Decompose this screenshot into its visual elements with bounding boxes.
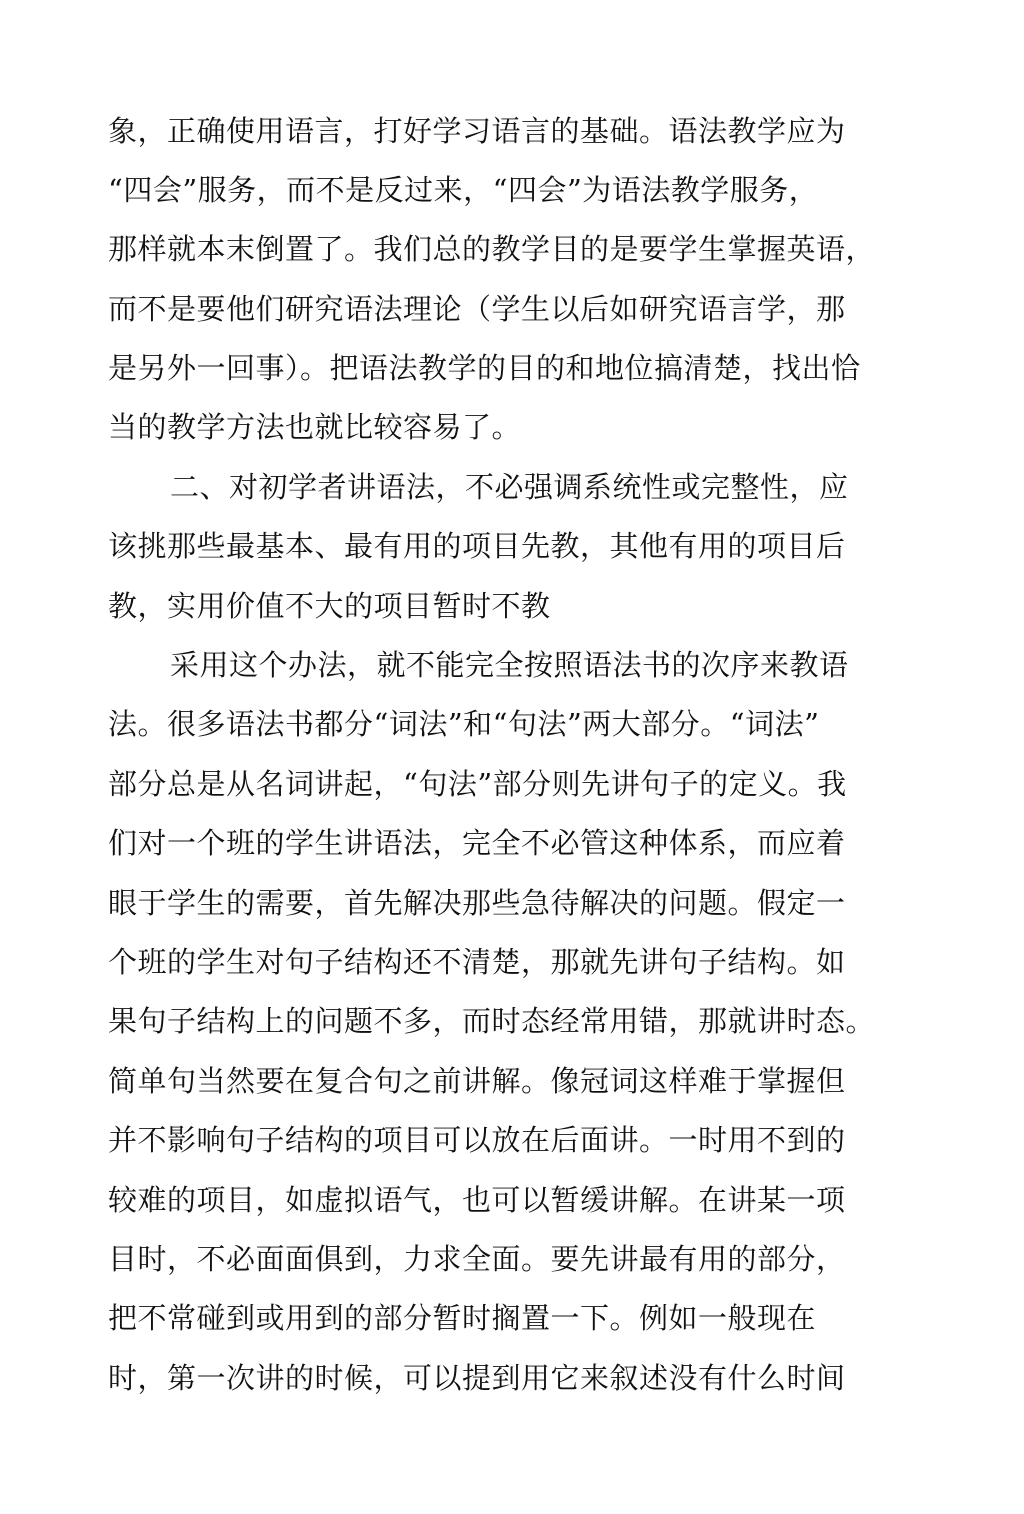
text-line: 并不影响句子结构的项目可以放在后面讲。一时用不到的 (108, 1123, 846, 1157)
text-line: 法。很多语法书都分“词法”和“句法”两大部分。“词法” (108, 707, 820, 741)
text-line: 把不常碰到或用到的部分暂时搁置一下。例如一般现在 (108, 1301, 817, 1335)
text-line: 眼于学生的需要，首先解决那些急待解决的问题。假定一 (108, 886, 846, 920)
text-line: 那样就本末倒置了。我们总的教学目的是要学生掌握英语， (108, 232, 876, 266)
text-line: “四会”服务，而不是反过来，“四会”为语法教学服务， (108, 173, 819, 207)
text-line: 部分总是从名词讲起，“句法”部分则先讲句子的定义。我 (108, 767, 847, 801)
section-heading-line: 二、对初学者讲语法，不必强调系统性或完整性，应 (170, 470, 849, 504)
text-line: 该挑那些最基本、最有用的项目先教，其他有用的项目后 (108, 529, 846, 563)
text-line: 象，正确使用语言，打好学习语言的基础。语法教学应为 (108, 114, 846, 148)
text-line: 目时，不必面面俱到，力求全面。要先讲最有用的部分， (108, 1242, 846, 1276)
text-line: 而不是要他们研究语法理论（学生以后如研究语言学，那 (108, 292, 846, 326)
paragraph-start-line: 采用这个办法，就不能完全按照语法书的次序来教语 (170, 648, 849, 682)
text-line: 简单句当然要在复合句之前讲解。像冠词这样难于掌握但 (108, 1064, 846, 1098)
text-line: 们对一个班的学生讲语法，完全不必管这种体系，而应着 (108, 826, 846, 860)
text-line: 较难的项目，如虚拟语气，也可以暂缓讲解。在讲某一项 (108, 1183, 846, 1217)
text-line: 教，实用价值不大的项目暂时不教 (108, 589, 551, 623)
text-line: 是另外一回事）。把语法教学的目的和地位搞清楚，找出恰 (108, 351, 861, 385)
text-line: 当的教学方法也就比较容易了。 (108, 410, 522, 444)
text-line: 时，第一次讲的时候，可以提到用它来叙述没有什么时间 (108, 1361, 846, 1395)
text-line: 个班的学生对句子结构还不清楚，那就先讲句子结构。如 (108, 945, 846, 979)
text-line: 果句子结构上的问题不多，而时态经常用错，那就讲时态。 (108, 1004, 876, 1038)
